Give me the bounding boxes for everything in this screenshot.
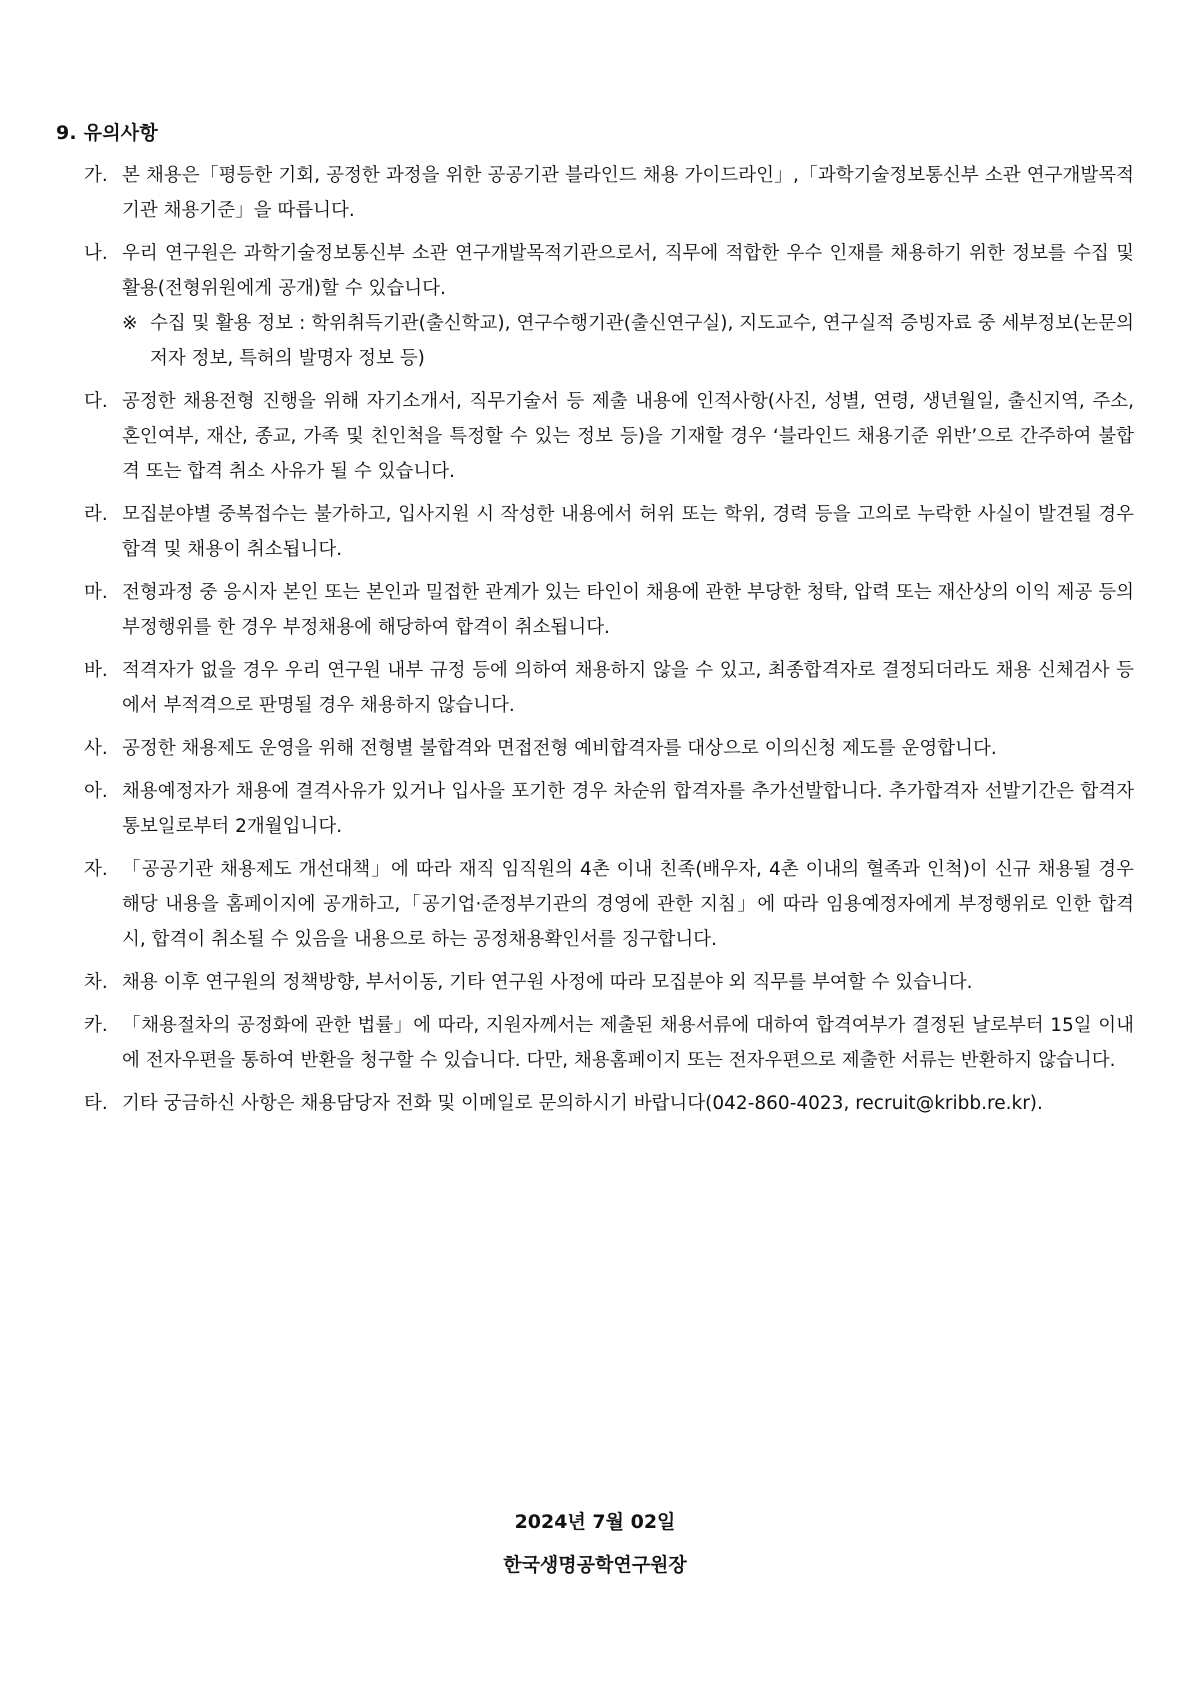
notice-item-ra <box>84 497 1134 567</box>
notice-item-sa <box>84 731 1134 766</box>
issuing-organization: 한국생명공학연구원장 <box>503 1554 687 1576</box>
note-text: 수집 및 활용 정보 : 학위취득기관(출신학교), 연구수행기관(출신연구실), 지도교수, 연구실적 증빙자료 중 세부정보(논문의 저자 정보, 특허의 발명자 정보 등) <box>150 313 1134 369</box>
item-marker: 자. <box>84 859 108 880</box>
item-text: 「채용절차의 공정화에 관한 법률」에 따라, 지원자께서는 제출된 채용서류에 대하여 합격여부가 결정된 날로부터 15일 이내에 전자우편을 통하여 반환을 청구할 수 있습니다. 다만, 채용홈페이지 또는 전자우편으로 제출한 서류는 반환하지 않습니다. <box>122 1015 1134 1071</box>
item-text: 공정한 채용제도 운영을 위해 전형별 불합격와 면접전형 예비합격자를 대상으로 이의신청 제도를 운영합니다. <box>122 738 997 759</box>
item-text: 전형과정 중 응시자 본인 또는 본인과 밀접한 관계가 있는 타인이 채용에 관한 부당한 청탁, 압력 또는 재산상의 이익 제공 등의 부정행위를 한 경우 부정채용에 해당하여 합격이 취소됩니다. <box>122 582 1134 638</box>
item-text: 공정한 채용전형 진행을 위해 자기소개서, 직무기술서 등 제출 내용에 인적사항(사진, 성별, 연령, 생년월일, 출신지역, 주소, 혼인여부, 재산, 종교, 가족 및 친인척을 특정할 수 있는 정보 등)을 기재할 경우 ‘블라인드 채용기준 위반’으로 간주하여 불합격 또는 합격 취소 사유가 될 수 있습니다. <box>122 391 1134 482</box>
notice-item-na <box>84 236 1134 306</box>
item-text: 우리 연구원은 과학기술정보통신부 소관 연구개발목적기관으로서, 직무에 적합한 우수 인재를 채용하기 위한 정보를 수집 및 활용(전형위원에게 공개)할 수 있습니다. <box>122 243 1134 299</box>
reference-mark: ※ <box>122 313 138 334</box>
notice-list <box>84 158 1134 1129</box>
item-marker: 가. <box>84 165 108 186</box>
notice-item-ga <box>84 158 1134 228</box>
item-text: 모집분야별 중복접수는 불가하고, 입사지원 시 작성한 내용에서 허위 또는 학위, 경력 등을 고의로 누락한 사실이 발견될 경우 합격 및 채용이 취소됩니다. <box>122 504 1134 560</box>
item-marker: 마. <box>84 582 108 603</box>
collection-info-note <box>84 306 1134 376</box>
item-marker: 나. <box>84 243 108 264</box>
notice-item-ba <box>84 653 1134 723</box>
item-text: 기타 궁금하신 사항은 채용담당자 전화 및 이메일로 문의하시기 바랍니다(042-860-4023, recruit@kribb.re.kr). <box>122 1093 1043 1114</box>
notice-item-da <box>84 384 1134 489</box>
item-text: 채용 이후 연구원의 정책방향, 부서이동, 기타 연구원 사정에 따라 모집분야 외 직무를 부여할 수 있습니다. <box>122 972 973 993</box>
item-text: 적격자가 없을 경우 우리 연구원 내부 규정 등에 의하여 채용하지 않을 수 있고, 최종합격자로 결정되더라도 채용 신체검사 등에서 부적격으로 판명될 경우 채용하지 않습니다. <box>122 660 1134 716</box>
announcement-date: 2024년 7월 02일 <box>514 1511 676 1533</box>
item-marker: 타. <box>84 1093 108 1114</box>
item-marker: 사. <box>84 738 108 759</box>
item-marker: 카. <box>84 1015 108 1036</box>
notice-item-ka <box>84 1008 1134 1078</box>
section-heading: 9. 유의사항 <box>56 122 158 144</box>
notice-item-ta <box>84 1086 1134 1121</box>
item-marker: 아. <box>84 781 108 802</box>
item-marker: 바. <box>84 660 108 681</box>
notice-item-ma <box>84 575 1134 645</box>
notice-item-cha <box>84 965 1134 1000</box>
item-text: 채용예정자가 채용에 결격사유가 있거나 입사을 포기한 경우 차순위 합격자를 추가선발합니다. 추가합격자 선발기간은 합격자 통보일로부터 2개월입니다. <box>122 781 1134 837</box>
item-marker: 차. <box>84 972 108 993</box>
notice-item-a <box>84 774 1134 844</box>
item-text: 본 채용은「평등한 기회, 공정한 과정을 위한 공공기관 블라인드 채용 가이드라인」,「과학기술정보통신부 소관 연구개발목적기관 채용기준」을 따릅니다. <box>122 165 1134 221</box>
item-marker: 다. <box>84 391 108 412</box>
notice-item-ja <box>84 852 1134 957</box>
item-text: 「공공기관 채용제도 개선대책」에 따라 재직 임직원의 4촌 이내 친족(배우자, 4촌 이내의 혈족과 인척)이 신규 채용될 경우 해당 내용을 홈페이지에 공개하고,「공기업·준정부기관의 경영에 관한 지침」에 따라 임용예정자에게 부정행위로 인한 합격 시, 합격이 취소될 수 있음을 내용으로 하는 공정채용확인서를 징구합니다. <box>122 859 1134 950</box>
item-marker: 라. <box>84 504 108 525</box>
